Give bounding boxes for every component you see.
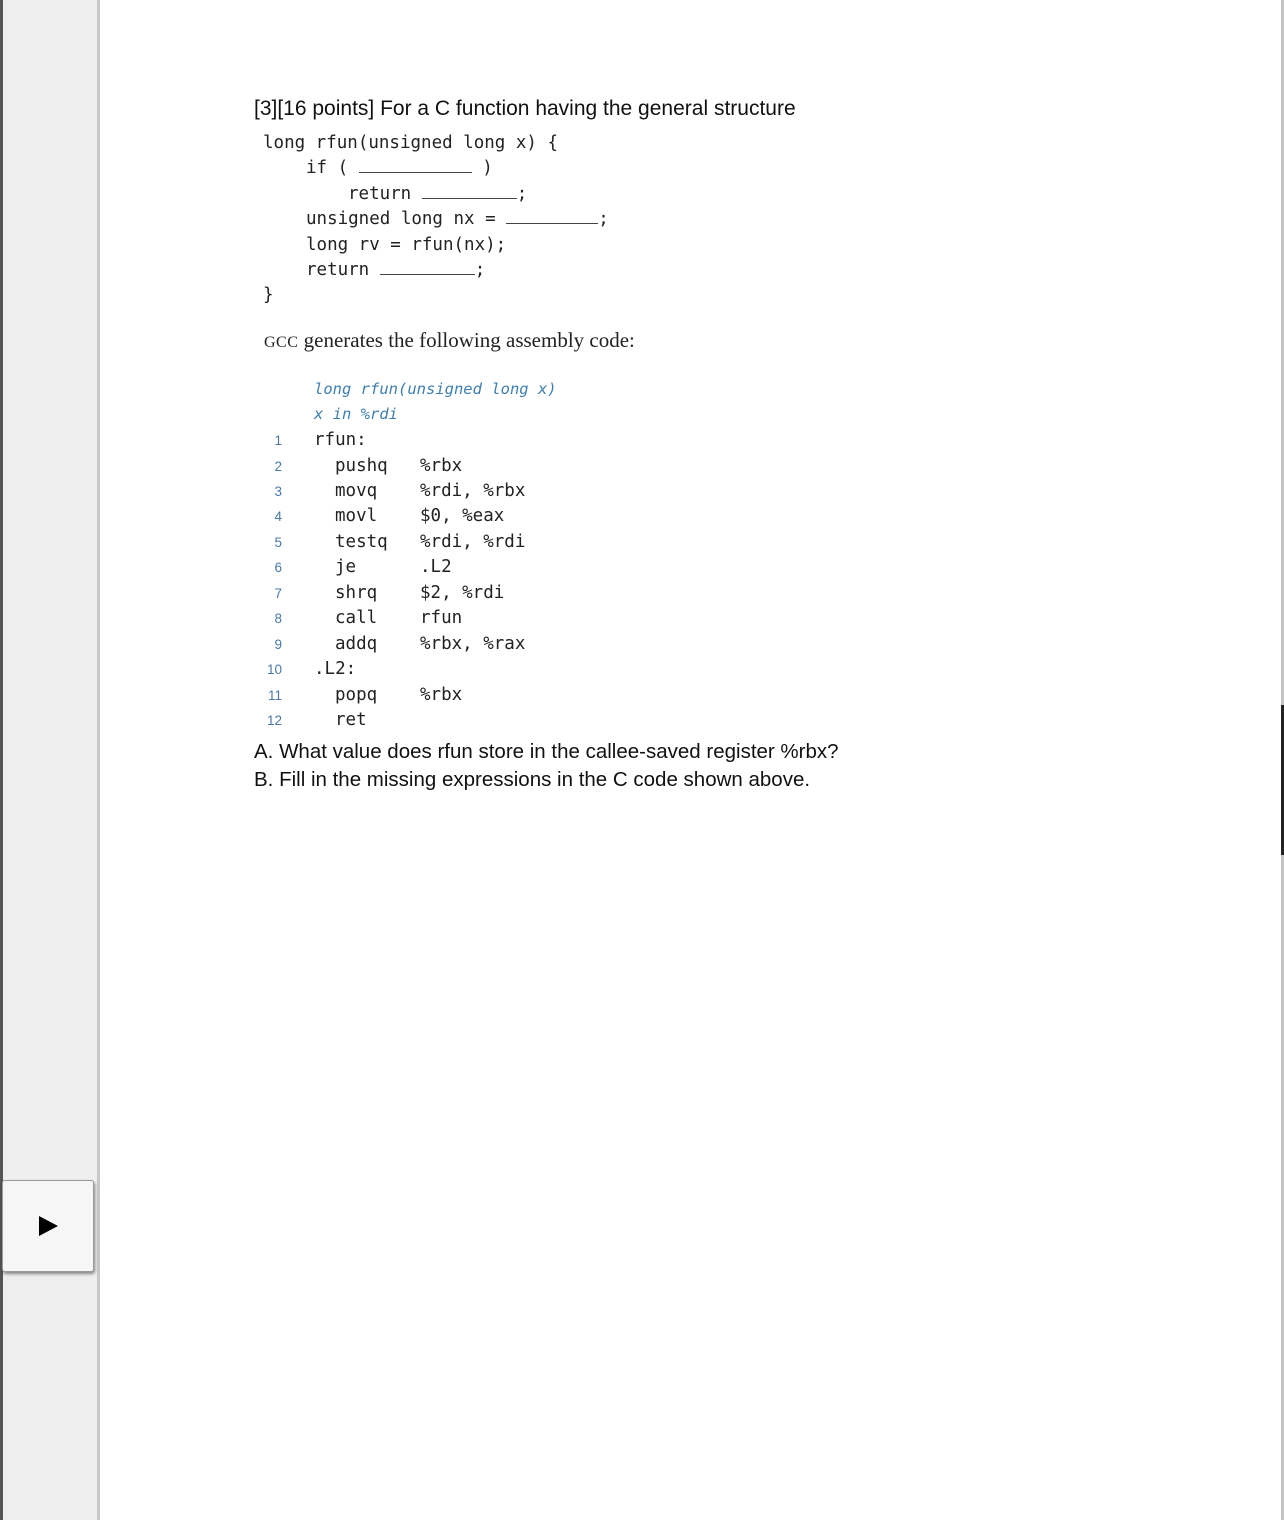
asm-operands: .L2 — [420, 557, 452, 577]
asm-operands: %rdi, %rbx — [420, 481, 526, 501]
asm-opcode: movq — [335, 481, 378, 501]
c-close-brace: } — [263, 285, 274, 306]
asm-line — [250, 428, 650, 453]
asm-opcode: testq — [335, 532, 388, 552]
asm-opcode: ret — [335, 710, 367, 730]
blank-return-result[interactable] — [380, 260, 475, 275]
asm-operands: rfun — [420, 608, 463, 628]
asm-line — [250, 657, 650, 682]
c-code-block — [263, 131, 609, 309]
asm-opcode: call — [335, 608, 378, 628]
c-line-return2 — [263, 258, 609, 283]
blank-nx-expression[interactable] — [506, 209, 598, 224]
line-number: 7 — [274, 586, 282, 601]
line-number: 10 — [266, 662, 282, 677]
line-number: 11 — [267, 688, 282, 703]
line-number: 1 — [274, 433, 282, 448]
asm-operands: %rdi, %rdi — [420, 532, 526, 552]
c-line-signature — [263, 131, 609, 156]
c-semicolon: ; — [474, 259, 486, 280]
c-if-close: ) — [482, 158, 493, 179]
page-thumbnail-sidebar — [0, 0, 100, 1520]
play-icon — [36, 1214, 60, 1238]
c-semicolon: ; — [516, 183, 528, 204]
asm-opcode: addq — [335, 634, 378, 654]
asm-opcode: popq — [335, 685, 378, 705]
c-line-return1 — [263, 182, 609, 207]
asm-line — [250, 708, 650, 733]
c-return-keyword: return — [348, 183, 412, 204]
c-if-keyword: if ( — [306, 158, 349, 179]
asm-line — [250, 683, 650, 708]
c-line-close — [263, 283, 609, 308]
asm-opcode: movl — [335, 506, 378, 526]
question-a: A. What value does rfun store in the callee-saved register %rbx? — [254, 740, 839, 763]
c-line-if — [263, 156, 609, 181]
line-number: 9 — [274, 637, 282, 652]
question-heading: [3][16 points] For a C function having the general structure — [254, 97, 796, 120]
assembly-intro — [264, 328, 635, 353]
asm-line — [250, 581, 650, 606]
gcc-smallcaps: GCC — [264, 334, 299, 351]
line-number: 6 — [274, 560, 282, 575]
line-number: 2 — [274, 459, 282, 474]
line-number: 8 — [274, 611, 282, 626]
asm-label: .L2: — [314, 659, 357, 679]
c-signature: long rfun(unsigned long x) { — [263, 133, 559, 153]
c-return-keyword: return — [306, 259, 370, 280]
c-decl-nx: unsigned long nx = — [306, 209, 496, 230]
question-b: B. Fill in the missing expressions in the C code shown above. — [254, 768, 811, 791]
asm-operands: %rbx — [420, 685, 463, 705]
line-number: 12 — [266, 713, 282, 728]
asm-line — [250, 632, 650, 657]
blank-return-base[interactable] — [422, 184, 517, 199]
c-line-decl — [263, 207, 609, 232]
c-rv-call: long rv = rfun(nx); — [306, 234, 507, 255]
asm-opcode: je — [335, 557, 357, 577]
asm-operands: %rbx, %rax — [420, 634, 526, 654]
asm-comment-arg: x in %rdi — [314, 405, 398, 423]
asm-line — [250, 454, 650, 479]
asm-line — [250, 479, 650, 504]
asm-comment-signature: long rfun(unsigned long x) — [314, 380, 557, 398]
asm-operands: $0, %eax — [420, 506, 505, 526]
asm-line — [250, 530, 650, 555]
play-button[interactable] — [2, 1180, 94, 1272]
asm-line — [250, 606, 650, 631]
asm-opcode: shrq — [335, 583, 378, 603]
c-line-rv — [263, 233, 609, 258]
asm-line — [250, 504, 650, 529]
asm-line — [250, 555, 650, 580]
asm-opcode: pushq — [335, 456, 388, 476]
line-number: 4 — [274, 509, 282, 524]
asm-operands: %rbx — [420, 456, 463, 476]
asm-label: rfun: — [314, 430, 367, 450]
asm-operands: $2, %rdi — [420, 583, 505, 603]
line-number: 3 — [274, 484, 282, 499]
line-number: 5 — [274, 535, 282, 550]
blank-if-condition[interactable] — [359, 158, 472, 173]
intro-text: generates the following assembly code: — [298, 328, 635, 352]
c-semicolon: ; — [598, 209, 609, 230]
